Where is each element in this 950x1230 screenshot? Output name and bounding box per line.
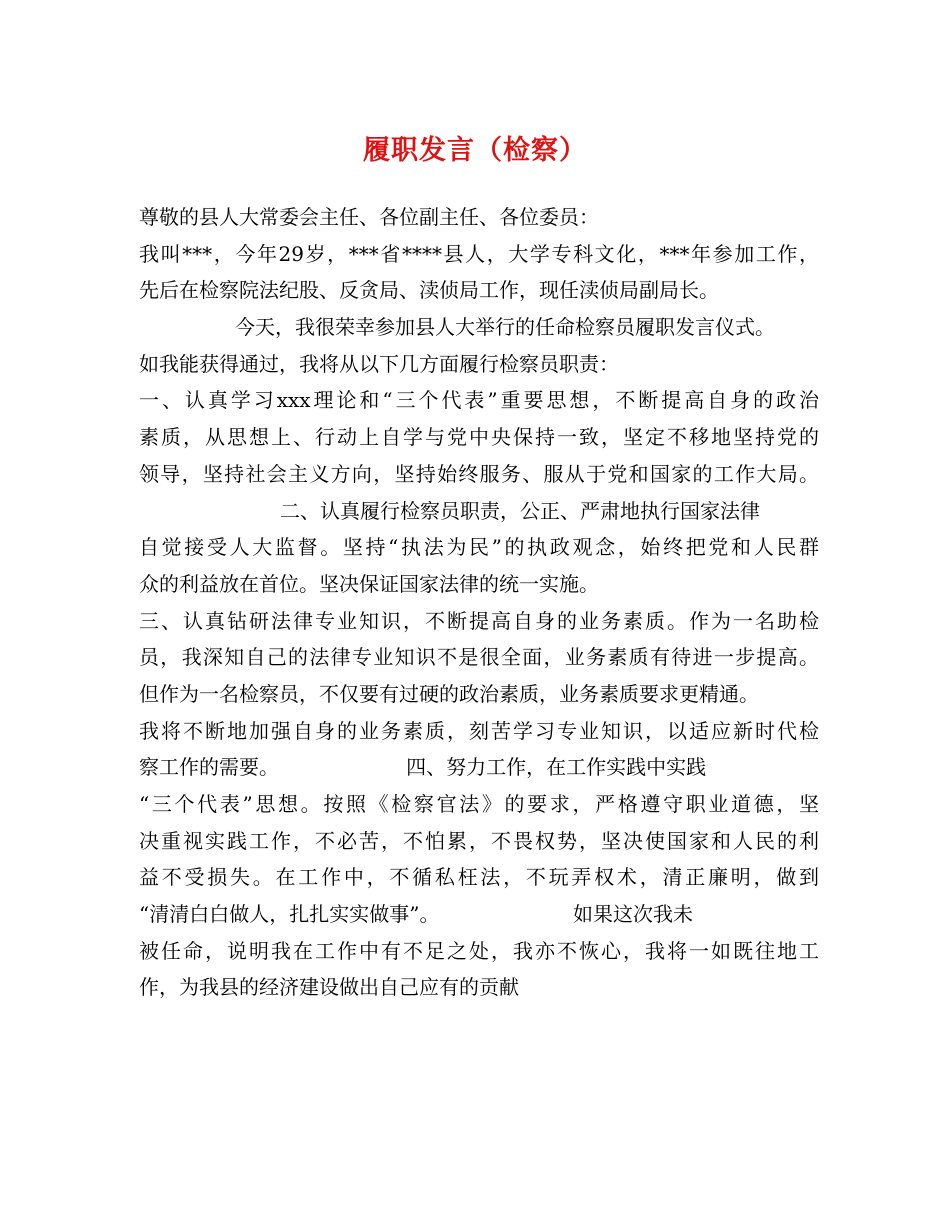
body-line: 员，我深知自己的法律专业知识不是很全面，业务素质有待进一步提高。 <box>139 645 819 670</box>
body-line: “三个代表”思想。按照《检察官法》的要求，严格遵守职业道德，坚 <box>139 792 819 816</box>
body-line: “清清白白做人，扎扎实实做事”。 如果这次我未 <box>139 902 693 927</box>
body-line: 作，为我县的经济建设做出自己应有的贡献 <box>139 975 519 1000</box>
body-line: 一、认真学习xxx理论和“三个代表”重要思想，不断提高自身的政治 <box>139 388 819 413</box>
body-line: 尊敬的县人大常委会主任、各位副主任、各位委员： <box>139 205 599 229</box>
body-line: 自觉接受人大监督。坚持“执法为民”的执政观念，始终把党和人民群 <box>139 535 819 560</box>
body-line: 领导，坚持社会主义方向，坚持始终服务、服从于党和国家的工作大局。 <box>139 461 819 486</box>
body-line: 益不受损失。在工作中，不循私枉法，不玩弄权术，清正廉明，做到 <box>139 865 819 890</box>
body-line: 素质，从思想上、行动上自学与党中央保持一致，坚定不移地坚持党的 <box>139 425 819 450</box>
body-line: 如我能获得通过，我将从以下几方面履行检察员职责： <box>139 351 619 376</box>
body-line: 但作为一名检察员，不仅要有过硬的政治素质，业务素质要求更精通。 <box>139 681 759 706</box>
document-body <box>139 199 819 1006</box>
body-line: 今天，我很荣幸参加县人大举行的任命检察员履职发言仪式。 <box>235 315 775 340</box>
body-line: 决重视实践工作，不必苦，不怕累，不畏权势，坚决使国家和人民的利 <box>139 828 819 853</box>
body-line: 二、认真履行检察员职责，公正、严肃地执行国家法律 <box>280 498 760 523</box>
body-line: 我将不断地加强自身的业务素质，刻苦学习专业知识，以适应新时代检 <box>139 718 819 743</box>
body-line: 众的利益放在首位。坚决保证国家法律的统一实施。 <box>139 571 599 596</box>
body-line: 先后在检察院法纪股、反贪局、渎侦局工作，现任渎侦局副局长。 <box>139 278 719 303</box>
document-title: 履职发言（检察） <box>363 135 587 166</box>
body-line: 被任命，说明我在工作中有不足之处，我亦不恢心，我将一如既往地工 <box>139 938 819 963</box>
body-line: 三、认真钻研法律专业知识，不断提高自身的业务素质。作为一名助检 <box>139 608 819 633</box>
body-line: 我叫***，今年29岁，***省****县人，大学专科文化，***年参加工作， <box>139 241 819 266</box>
body-line: 察工作的需要。 四、努力工作，在工作实践中实践 <box>139 755 707 780</box>
